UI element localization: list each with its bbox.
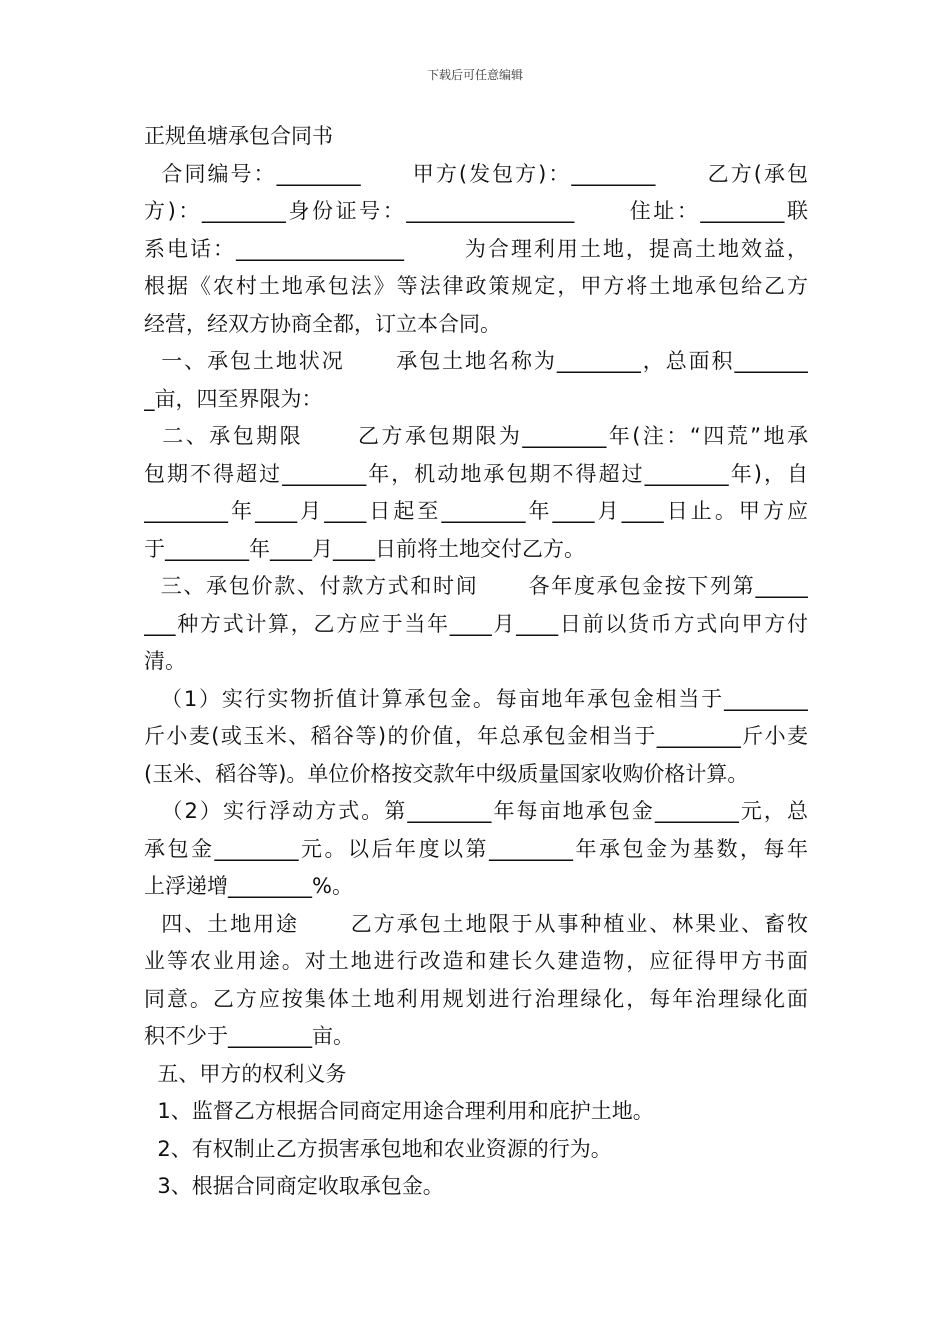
document-line: 积不少于________亩。: [144, 1024, 354, 1048]
document-line: 二、承包期限 乙方承包期限为________年(注：“四荒”地承: [144, 424, 808, 448]
document-line: _亩，四至界限为：: [144, 386, 323, 411]
document-line: 同意。乙方应按集体土地利用规划进行治理绿化，每年治理绿化面: [144, 986, 808, 1011]
document-line: （1）实行实物折值计算承包金。每亩地年承包金相当于________: [144, 686, 808, 711]
document-line: 清。: [144, 649, 186, 673]
document-body: [144, 118, 808, 1206]
document-line: 方)：________身份证号：________________ 住址：________联: [144, 199, 808, 223]
document-line: 3、根据合同商定收取承包金。: [144, 1174, 444, 1198]
document-line: 系电话：________________ 为合理利用土地，提高土地效益，: [144, 236, 808, 261]
document-line: 五、甲方的权利义务: [144, 1061, 347, 1086]
document-line: 业等农业用途。对土地进行改造和建长久建造物，应征得甲方书面: [144, 949, 808, 973]
document-line: 斤小麦(或玉米、稻谷等)的价值，年总承包金相当于________斤小麦: [144, 724, 808, 748]
page-header-note: 下载后可任意编辑: [426, 68, 523, 82]
document-title: 正规鱼塘承包合同书: [144, 124, 333, 148]
document-line: （2）实行浮动方式。第________年每亩地承包金________元，总: [144, 799, 808, 823]
document-line: (玉米、稻谷等)。单位价格按交款年中级质量国家收购价格计算。: [144, 761, 749, 786]
document-line: 四、土地用途 乙方承包土地限于从事种植业、林果业、畜牧: [144, 911, 808, 936]
document-line: 1、监督乙方根据合同商定用途合理利用和庇护土地。: [144, 1099, 654, 1123]
document-line: 三、承包价款、付款方式和时间 各年度承包金按下列第_____: [144, 574, 808, 598]
document-line: ___种方式计算，乙方应于当年____月____日前以货币方式向甲方付: [144, 611, 808, 636]
document-line: 经营，经双方协商全都，订立本合同。: [144, 311, 501, 336]
document-line: 承包金________元。以后年度以第________年承包金为基数，每年: [144, 836, 808, 861]
document-line: 2、有权制止乙方损害承包地和农业资源的行为。: [144, 1136, 612, 1161]
document-line: 上浮递增________%。: [144, 874, 353, 898]
document-line: 合同编号：________ 甲方(发包方)：________ 乙方(承包: [144, 161, 808, 186]
document-line: 根据《农村土地承包法》等法律政策规定，甲方将土地承包给乙方: [144, 274, 808, 298]
document-line: 于________年____月____日前将土地交付乙方。: [144, 536, 585, 561]
document-line: 一、承包土地状况 承包土地名称为________，总面积_______: [144, 349, 808, 373]
document-line: ________年____月____日起至________年____月____日止。甲方应: [144, 499, 808, 523]
document-line: 包期不得超过________年，机动地承包期不得超过________年)，自: [144, 461, 808, 486]
